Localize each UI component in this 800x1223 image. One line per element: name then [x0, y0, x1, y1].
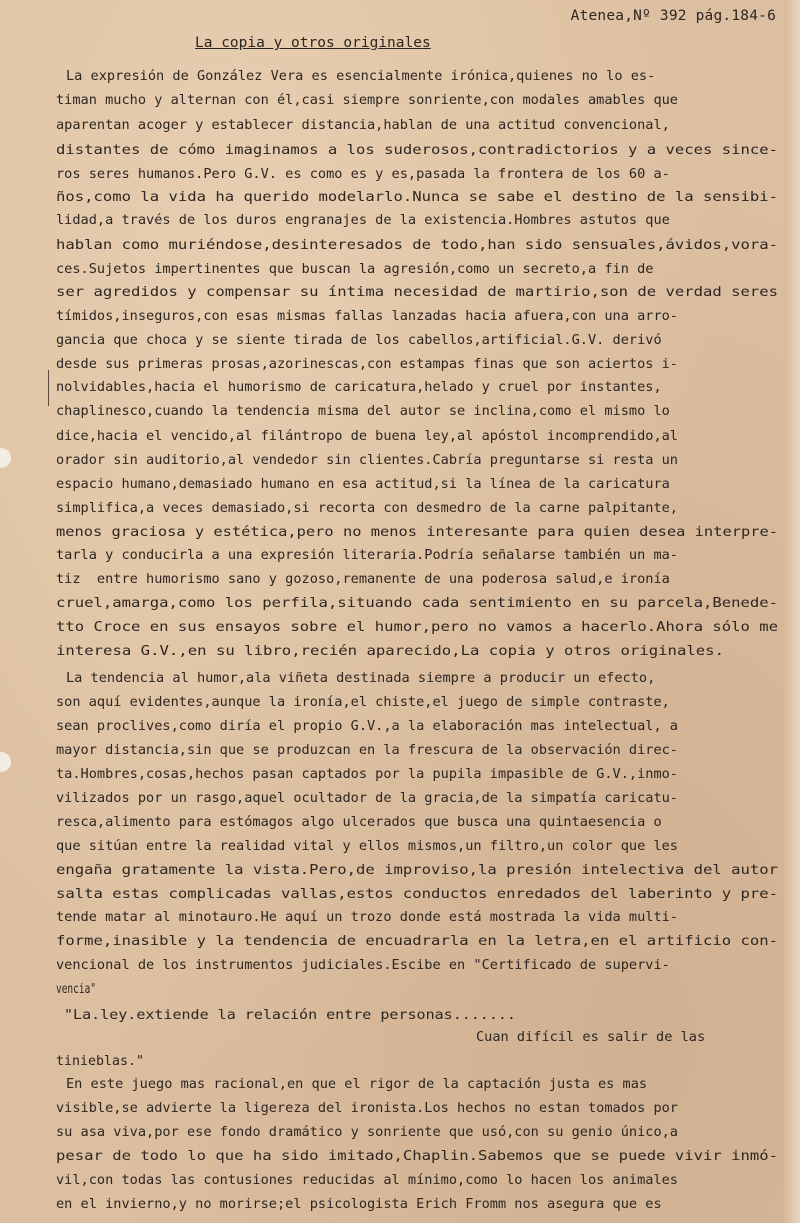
- text-line: en el invierno,y no morirse;el psicologista Erich Fromm nos asegura que es: [56, 1196, 662, 1212]
- text-line: hablan como muriéndose,desinteresados de todo,han sido sensuales,ávidos,vora-: [56, 237, 779, 253]
- text-line: aparentan acoger y establecer distancia,hablan de una actitud convencional,: [56, 117, 670, 133]
- text-line: que sitúan entre la realidad vital y ellos mismos,un filtro,un color que les: [56, 838, 678, 854]
- text-line: tinieblas.": [56, 1053, 144, 1069]
- text-line: orador sin auditorio,al vendedor sin clientes.Cabría preguntarse si resta un: [56, 452, 678, 468]
- text-line: resca,alimento para estómagos algo ulcerados que busca una quintaesencia o: [56, 814, 662, 830]
- text-line: dice,hacia el vencido,al filántropo de buena ley,al apóstol incomprendido,al: [56, 428, 678, 444]
- text-line: ta.Hombres,cosas,hechos pasan captados por la pupila impasible de G.V.,inmo-: [56, 766, 678, 782]
- text-line: tto Croce en sus ensayos sobre el humor,pero no vamos a hacerlo.Ahora sólo me: [56, 619, 779, 635]
- text-line: tímidos,inseguros,con esas mismas fallas lanzadas hacia afuera,con una arro-: [56, 308, 678, 324]
- text-line: forme,inasible y la tendencia de encuadrarla en la letra,en el artificio con-: [56, 933, 779, 949]
- text-line: distantes de cómo imaginamos a los suderosos,contradictorios y a veces since-: [56, 142, 779, 158]
- text-line: vil,con todas las contusiones reducidas al mínimo,como lo hacen los animales: [56, 1172, 678, 1188]
- text-line: lidad,a través de los duros engranajes de la existencia.Hombres astutos que: [56, 212, 670, 228]
- text-line: vilizados por un rasgo,aquel ocultador de la gracia,de la simpatía caricatu-: [56, 790, 678, 806]
- text-line: En este juego mas racional,en que el rigor de la captación justa es mas: [66, 1076, 648, 1092]
- text-line: desde sus primeras prosas,azorinescas,con estampas finas que son aciertos i-: [56, 356, 678, 372]
- text-line: tiz entre humorismo sano y gozoso,remanente de una poderosa salud,e ironía: [56, 571, 670, 587]
- text-line: salta estas complicadas vallas,estos conductos enredados del laberinto y pre-: [56, 886, 779, 902]
- text-line: tarla y conducirla a una expresión literaria.Podría señalarse también un ma-: [56, 547, 678, 563]
- text-line: nolvidables,hacia el humorismo de caricatura,helado y cruel por instantes,: [56, 379, 662, 395]
- text-line: vencia": [56, 981, 96, 997]
- text-line: gancia que choca y se siente tirada de los cabellos,artificial.G.V. derivó: [56, 332, 662, 348]
- text-line: espacio humano,demasiado humano en esa actitud,si la línea de la caricatura: [56, 476, 670, 492]
- text-line: ños,como la vida ha querido modelarlo.Nunca se sabe el destino de la sensibi-: [56, 189, 779, 205]
- text-line: ros seres humanos.Pero G.V. es como es y es,pasada la frontera de los 60 a-: [56, 166, 670, 182]
- text-line: La tendencia al humor,ala viñeta destinada siempre a producir un efecto,: [66, 670, 656, 686]
- paper-edge: [784, 0, 800, 1223]
- text-line: chaplinesco,cuando la tendencia misma del autor se inclina,como el mismo lo: [56, 403, 670, 419]
- punch-hole: [0, 448, 11, 468]
- text-line: engaña gratamente la vista.Pero,de improviso,la presión intelectiva del autor: [56, 862, 779, 878]
- text-line: cruel,amarga,como los perfila,situando cada sentimiento en su parcela,Benede-: [56, 595, 779, 611]
- text-line: "La.ley.extiende la relación entre personas.......: [64, 1007, 516, 1023]
- text-line: pesar de todo lo que ha sido imitado,Chaplin.Sabemos que se puede vivir inmó-: [56, 1148, 779, 1164]
- text-line: simplifica,a veces demasiado,si recorta con desmedro de la carne palpitante,: [56, 500, 678, 516]
- document-title: La copia y otros originales: [195, 35, 431, 51]
- text-line: ces.Sujetos impertinentes que buscan la agresión,como un secreto,a fin de: [56, 261, 654, 277]
- punch-hole: [0, 752, 11, 772]
- text-line: timan mucho y alternan con él,casi siempre sonriente,con modales amables que: [56, 92, 678, 108]
- text-line: menos graciosa y estética,pero no menos interesante para quien desea interpre-: [56, 524, 779, 540]
- text-line: vencional de los instrumentos judiciales.Escibe en "Certificado de supervi-: [56, 957, 670, 973]
- text-line: su asa viva,por ese fondo dramático y sonriente que usó,con su genio único,a: [56, 1124, 678, 1140]
- text-line: tende matar al minotauro.He aquí un trozo donde está mostrada la vida multi-: [56, 909, 678, 925]
- text-line: mayor distancia,sin que se produzcan en la frescura de la observación direc-: [56, 742, 678, 758]
- text-line: visible,se advierte la ligereza del ironista.Los hechos no estan tomados por: [56, 1100, 678, 1116]
- text-line: interesa G.V.,en su libro,recién aparecido,La copia y otros originales.: [56, 643, 725, 659]
- page-reference: Atenea,Nº 392 pág.184-6: [570, 8, 776, 24]
- text-line: La expresión de González Vera es esencialmente irónica,quienes no lo es-: [66, 68, 656, 84]
- text-line: Cuan difícil es salir de las: [476, 1029, 706, 1045]
- text-line: ser agredidos y compensar su íntima necesidad de martirio,son de verdad seres: [56, 284, 779, 300]
- text-line: son aquí evidentes,aunque la ironía,el chiste,el juego de simple contraste,: [56, 694, 670, 710]
- text-line: sean proclives,como diría el propio G.V.,a la elaboración mas intelectual, a: [56, 718, 678, 734]
- margin-mark: [48, 370, 53, 406]
